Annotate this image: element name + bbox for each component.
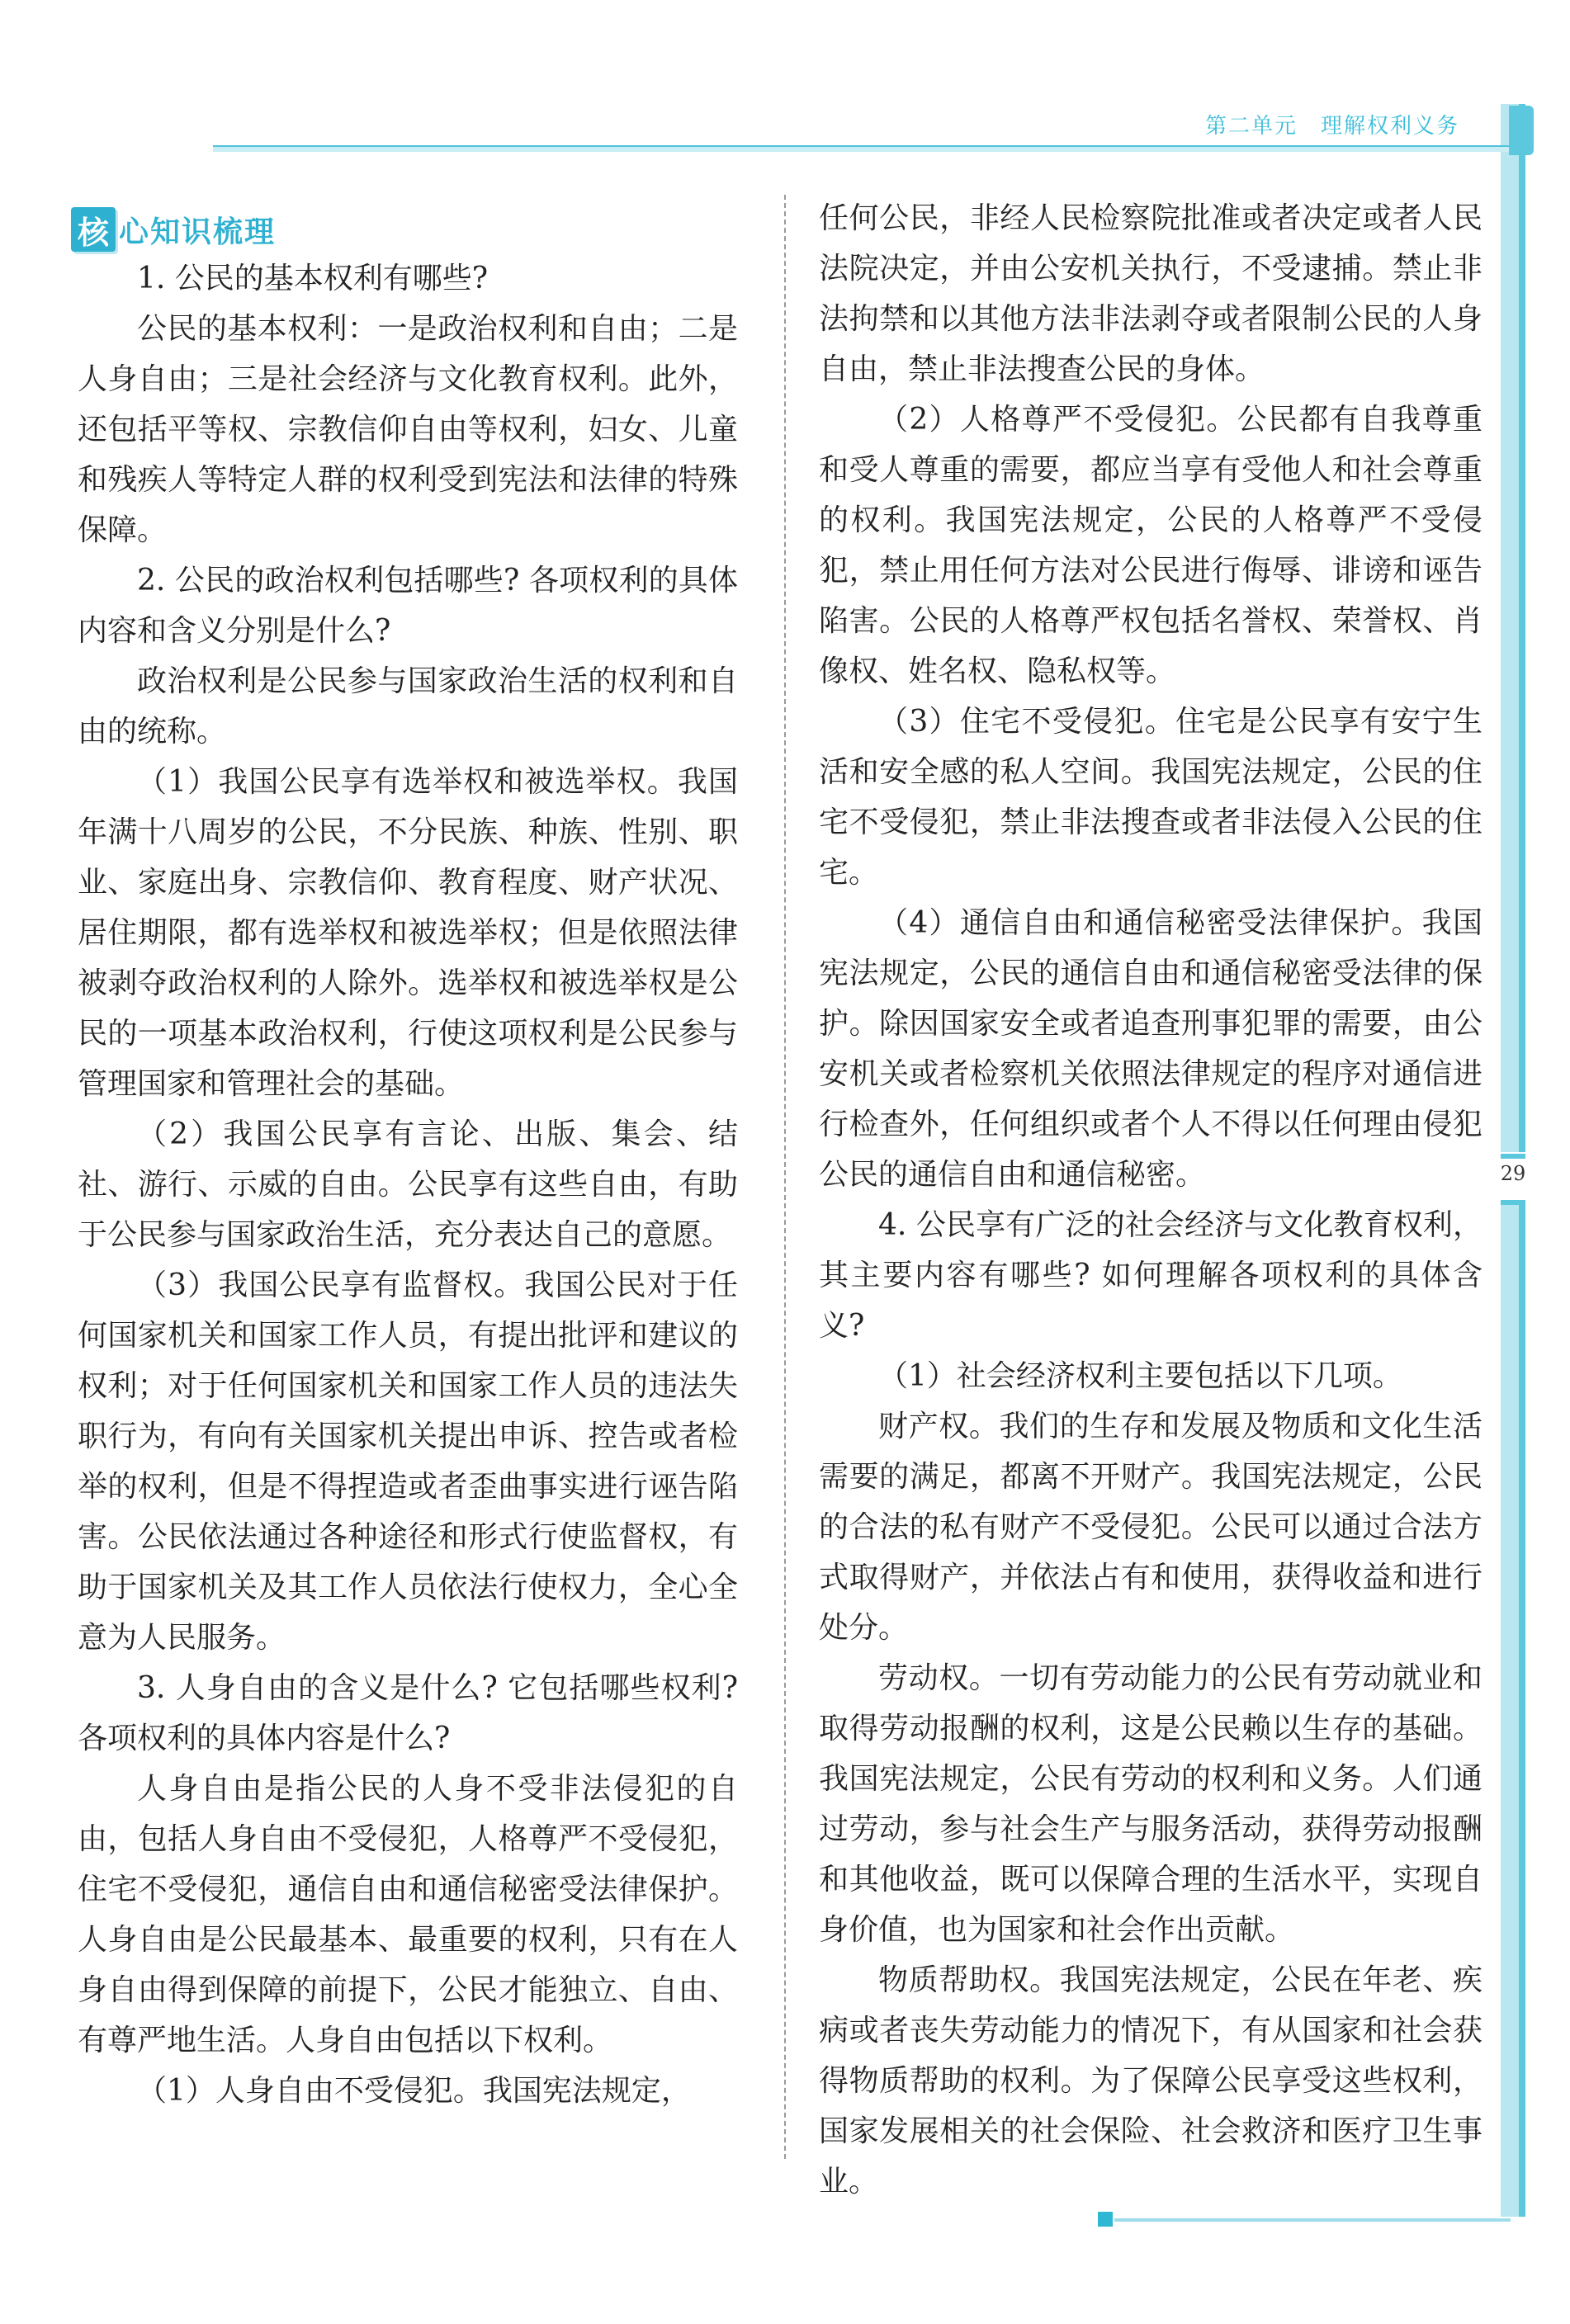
page-number: 29 bbox=[1500, 1162, 1526, 1185]
paragraph: （3）我国公民享有监督权。我国公民对于任何国家机关和国家工作人员，有提出批评和建议的权利；对于任何国家机关和国家工作人员的违法失职行为，有向有关国家机关提出申诉、控告或者检举的权利，但是不得捏造或者歪曲事实进行诬告陷害。公民依法通过各种途径和形式行使监督权，有助于国家机关及其工作人员依法行使权力，全心全意为人民服务。 bbox=[78, 1268, 738, 1655]
paragraph: （4）通信自由和通信秘密受法律保护。我国宪法规定，公民的通信自由和通信秘密受法律的保护。除因国家安全或者追查刑事犯罪的需要，由公安机关或者检察机关依照法律规定的程序对通信进行检查外，任何组织或者个人不得以任何理由侵犯公民的通信自由和通信秘密。 bbox=[819, 906, 1483, 1192]
paragraph: （1）我国公民享有选举权和被选举权。我国年满十八周岁的公民，不分民族、种族、性别、职业、家庭出身、宗教信仰、教育程度、财产状况、居住期限，都有选举权和被选举权；但是依照法律被剥夺政治权利的人除外。选举权和被选举权是公民的一项基本政治权利，行使这项权利是公民参与管理国家和管理社会的基础。 bbox=[78, 765, 738, 1101]
footer-square-icon bbox=[1098, 2212, 1113, 2227]
right-column bbox=[819, 193, 1483, 2207]
paragraph: 劳动权。一切有劳动能力的公民有劳动就业和取得劳动报酬的权利，这是公民赖以生存的基础。我国宪法规定，公民有劳动的权利和义务。人们通过劳动，参与社会生产与服务活动，获得劳动报酬和其他收益，既可以保障合理的生活水平，实现自身价值，也为国家和社会作出贡献。 bbox=[819, 1661, 1483, 1947]
running-header: 第二单元 理解权利义务 bbox=[1205, 114, 1460, 139]
section-badge: 核 bbox=[71, 207, 116, 252]
page-edge-marker bbox=[1501, 1200, 1525, 1205]
paragraph: 政治权利是公民参与国家政治生活的权利和自由的统称。 bbox=[78, 664, 738, 749]
header-tab bbox=[1509, 106, 1534, 155]
paragraph-continued: 任何公民，非经人民检察院批准或者决定或者人民法院决定，并由公安机关执行，不受逮捕。禁止非法拘禁和以其他方法非法剥夺或者限制公民的人身自由，禁止非法搜查公民的身体。 bbox=[819, 201, 1483, 386]
left-column bbox=[78, 253, 738, 2116]
page-edge-tab-top bbox=[1501, 104, 1525, 1152]
paragraph: （1）社会经济权利主要包括以下几项。 bbox=[878, 1359, 1402, 1393]
paragraph: 公民的基本权利：一是政治权利和自由；二是人身自由；三是社会经济与文化教育权利。此外，还包括平等权、宗教信仰自由等权利，妇女、儿童和残疾人等特定人群的权利受到宪法和法律的特殊保障。 bbox=[78, 312, 738, 547]
column-divider bbox=[784, 195, 786, 2159]
section-title: 心知识梳理 bbox=[119, 215, 277, 249]
paragraph: 人身自由是指公民的人身不受非法侵犯的自由，包括人身自由不受侵犯，人格尊严不受侵犯，住宅不受侵犯，通信自由和通信秘密受法律保护。人身自由是公民最基本、最重要的权利，只有在人身自由得到保障的前提下，公民才能独立、自由、有尊严地生活。人身自由包括以下权利。 bbox=[78, 1772, 738, 2057]
question-4: 4. 公民享有广泛的社会经济与文化教育权利，其主要内容有哪些? 如何理解各项权利的具体含义? bbox=[819, 1208, 1483, 1343]
section-heading bbox=[71, 205, 276, 254]
question-1: 1. 公民的基本权利有哪些? bbox=[137, 262, 489, 295]
paragraph: （2）人格尊严不受侵犯。公民都有自我尊重和受人尊重的需要，都应当享有受他人和社会尊重的权利。我国宪法规定，公民的人格尊严不受侵犯，禁止用任何方法对公民进行侮辱、诽谤和诬告陷害。公民的人格尊严权包括名誉权、荣誉权、肖像权、姓名权、隐私权等。 bbox=[819, 403, 1483, 688]
page-edge-marker bbox=[1501, 1154, 1525, 1159]
paragraph: （1）人身自由不受侵犯。我国宪法规定， bbox=[137, 2074, 691, 2108]
paragraph: 物质帮助权。我国宪法规定，公民在年老、疾病或者丧失劳动能力的情况下，有从国家和社会获得物质帮助的权利。为了保障公民享受这些权利，国家发展相关的社会保险、社会救济和医疗卫生事业。 bbox=[819, 1963, 1483, 2199]
page-edge-tab-bottom bbox=[1501, 1205, 1525, 2217]
header-rule bbox=[213, 145, 1509, 152]
paragraph: （2）我国公民享有言论、出版、集会、结社、游行、示威的自由。公民享有这些自由，有助于公民参与国家政治生活，充分表达自己的意愿。 bbox=[78, 1117, 738, 1252]
paragraph: 财产权。我们的生存和发展及物质和文化生活需要的满足，都离不开财产。我国宪法规定，公民的合法的私有财产不受侵犯。公民可以通过合法方式取得财产，并依法占有和使用，获得收益和进行处分。 bbox=[819, 1410, 1483, 1645]
question-2: 2. 公民的政治权利包括哪些? 各项权利的具体内容和含义分别是什么? bbox=[78, 564, 738, 648]
question-3: 3. 人身自由的含义是什么? 它包括哪些权利? 各项权利的具体内容是什么? bbox=[78, 1671, 738, 1755]
footer-rule bbox=[1114, 2218, 1511, 2222]
paragraph: （3）住宅不受侵犯。住宅是公民享有安宁生活和安全感的私人空间。我国宪法规定，公民的住宅不受侵犯，禁止非法搜查或者非法侵入公民的住宅。 bbox=[819, 705, 1483, 890]
